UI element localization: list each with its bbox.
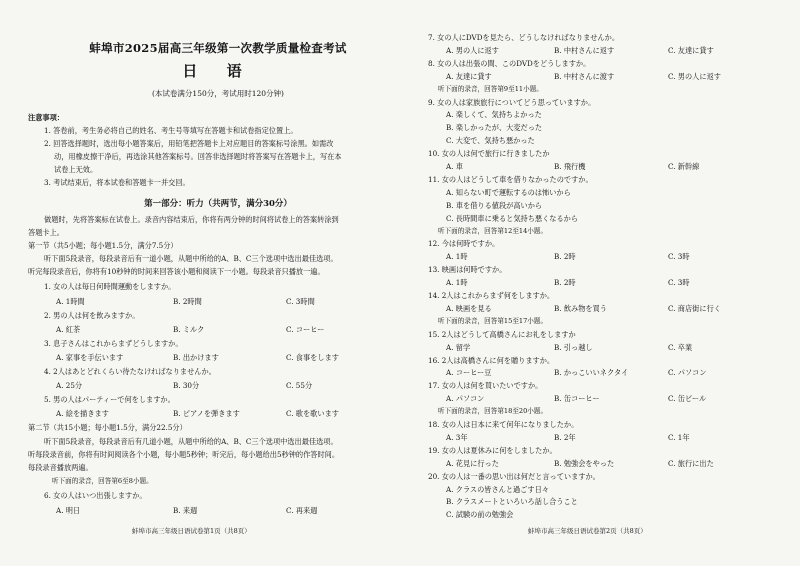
option-b: B. 2年 [554,432,576,442]
section1-intro: 听完每段录音后，你将有10秒钟的时间来回答该小题和阅读下一小题。每段录音只播放一遍。 [28,267,325,276]
page-1 [28,0,408,566]
option-a: A. 映画を見る [446,303,492,313]
question: 11. 女の人はどうして車を借りなかったのですか。 [428,174,593,184]
question: 16. 2人は高橋さんに何を贈りますか。 [428,355,555,365]
option-b: B. 飲み物を買う [554,303,607,313]
option-b: B. 缶コーヒー [554,394,600,404]
question: 2. 男の人は何を飲みますか。 [44,311,140,320]
section2-heading: 第二节（共15小题；每小题1.5分，满分22.5分） [28,423,187,432]
exam-note: (本试卷满分150分，考试用时120分钟) [152,89,284,98]
section1-intro: 听下面5段录音，每段录音后有一道小题，从题中所给的A、B、C三个选项中选出最佳选项。 [44,254,338,263]
listening-note: 听下面的录音，回答第12至14小题。 [438,226,548,235]
option-line: A. 楽しくて、気持ちよかった [446,110,542,120]
option-line: B. 車を借りる値段が高いから [446,200,543,210]
option-line: B. 楽しかったが、大変だった [446,123,543,133]
option-a: A. 3年 [446,432,468,442]
option-c: C. 友達に貸す [668,45,714,55]
listening-note: 听下面的录音，回答第6至8小题。 [52,477,153,485]
question: 10. 女の人は何で旅行に行きましたか [428,149,550,159]
option-c: C. 食事をします [286,353,339,362]
question: 12. 今は何時ですか。 [428,239,500,249]
question: 7. 女の人にDVDを見たら、どうしなければなりませんか。 [428,33,620,42]
question: 3. 息子さんはこれからまずどうしますか。 [44,339,183,348]
option-a: A. 25分 [56,381,83,390]
question: 17. 女の人は何を買いたいですか。 [428,381,543,391]
question: 8. 女の人は出張の間、このDVDをどうしますか。 [428,58,591,68]
question: 13. 映画は何時ですか。 [428,265,507,275]
option-c: C. 3時間 [286,297,315,306]
option-a: A. 絵を描きます [56,409,109,418]
option-c: C. 缶ビール [668,394,707,404]
question: 15. 2人はどうして高橋さんにお礼をしますか [428,329,576,339]
option-c: C. 新幹線 [668,162,700,171]
option-b: B. 飛行機 [554,162,586,171]
question: 20. 女の人は一番の思い出は何だと言っていますか。 [428,471,600,481]
option-a: A. 1時 [446,278,468,288]
subject-title: 日 语 [182,62,254,80]
question: 19. 女の人は夏休みに何をしましたか。 [428,445,557,455]
question: 4. 2人はあとどれくらい待たなければなりませんか。 [44,367,216,376]
option-c: C. パソコン [668,368,707,378]
listening-note: 听下面的录音，回答第18至20小题。 [438,407,548,416]
option-a: A. 留学 [446,342,471,352]
option-b: B. 中村さんに渡す [554,71,615,81]
option-c: C. 1年 [668,432,690,442]
option-c: C. 3時 [668,278,690,288]
option-a: A. パソコン [446,394,485,404]
section2-intro: 每段录音播放两遍。 [28,463,93,472]
section2-intro: 听每段录音前，你将有时间阅读各个小题，每小题5秒钟；听完后，每小题给出5秒钟的作答时间。 [28,450,340,459]
option-c: C. コーヒー [286,325,325,334]
option-line: C. 大変で、気持ち悪かった [446,136,535,146]
question: 18. 女の人は日本に来て何年になりましたか。 [428,420,579,429]
page-footer: 蚌埠市高三年级日语试卷第2页（共8页） [528,527,647,535]
option-b: B. 2時 [554,278,576,288]
notice-line: 动，用橡皮擦干净后，再选涂其他答案标号。回答非选择题时将答案写在答题卡上，写在本 [54,152,342,161]
page-2 [428,0,780,566]
option-a: A. 花見に行った [446,458,499,468]
listening-note: 听下面的录音，回答第15至17小题。 [438,316,548,325]
notice-heading: 注意事项： [28,113,64,122]
question: 9. 女の人は家族旅行についてどう思っていますか。 [428,97,596,107]
option-line: A. 知らない町で運転するのは怖いから [446,187,571,197]
question: 6. 女の人はいつ出張しますか。 [44,491,147,500]
option-b: B. 勉強会をやった [554,458,615,468]
option-a: A. 友達に貸す [446,71,492,81]
option-line: C. 長時間車に乗ると気持ち悪くなるから [446,213,579,223]
option-b: B. 中村さんに返す [554,45,615,55]
page-footer: 蚌埠市高三年级日语试卷第1页（共8页） [132,527,251,535]
notice-line: 试卷上无效。 [54,165,98,174]
option-a: A. 男の人に返す [446,45,499,55]
notice-line: 2. 回答选择题时，选出每小题答案后，用铅笔把答题卡上对应题目的答案标号涂黑。如需改 [44,139,334,148]
section1-heading: 第一节（共5小题；每小题1.5分，满分7.5分） [28,241,178,250]
option-b: B. ミルク [173,325,205,334]
option-b: B. 30分 [173,381,200,390]
option-b: B. ピアノを弾きます [173,409,240,418]
option-b: B. 来週 [173,506,198,515]
option-c: C. 男の人に返す [668,71,721,81]
section2-intro: 听下面5段录音，每段录音后有几道小题，从题中所给的A、B、C三个选项中选出最佳选项。 [44,437,338,446]
part1-intro: 答题卡上。 [28,228,64,237]
question: 1. 女の人は毎日何時間運動をしますか。 [44,282,176,291]
option-a: A. 1時間 [56,297,85,306]
option-c: C. 旅行に出た [668,458,714,468]
option-line: C. 試験の前の勉強会 [446,510,514,520]
option-line: A. クラスの皆さんと過ごす日々 [446,484,549,494]
question: 14. 2人はこれからまず何をしますか。 [428,291,555,300]
part1-heading: 第一部分：听力（共两节，满分30分） [144,199,292,209]
option-b: B. 引っ越し [554,342,593,352]
option-c: C. 再来週 [286,506,318,515]
option-b: B. 2時 [554,252,576,262]
option-c: C. 商店街に行く [668,303,721,313]
option-c: C. 3時 [668,252,690,262]
option-a: A. コーヒー豆 [446,368,492,378]
exam-title: 蚌埠市2025届高三年级第一次教学质量检查考试 [89,41,347,55]
option-a: A. 1時 [446,252,468,262]
notice-line: 3. 考试结束后，将本试卷和答题卡一并交回。 [44,178,190,187]
option-a: A. 家事を手伝います [56,353,124,362]
option-c: C. 55分 [286,381,313,390]
option-c: C. 歌を歌います [286,409,339,418]
option-a: A. 紅茶 [56,325,81,334]
option-c: C. 卒業 [668,342,693,352]
option-a: A. 車 [446,162,463,171]
part1-intro: 做题时，先将答案标在试卷上。录音内容结束后，你将有两分钟的时间将试卷上的答案转涂到 [44,215,339,224]
option-b: B. 出かけます [173,353,219,362]
listening-note: 听下面的录音，回答第9至11小题。 [438,84,543,93]
notice-line: 1. 答卷前，考生务必将自己的姓名、考生号等填写在答题卡和试卷指定位置上。 [44,126,298,135]
option-b: B. 2時間 [173,297,202,306]
question: 5. 男の人はパーティーで何をしますか。 [44,395,175,404]
option-b: B. かっこいいネクタイ [554,368,629,378]
option-a: A. 明日 [56,506,81,515]
option-line: B. クラスメートといろいろ話し合うこと [446,497,578,507]
